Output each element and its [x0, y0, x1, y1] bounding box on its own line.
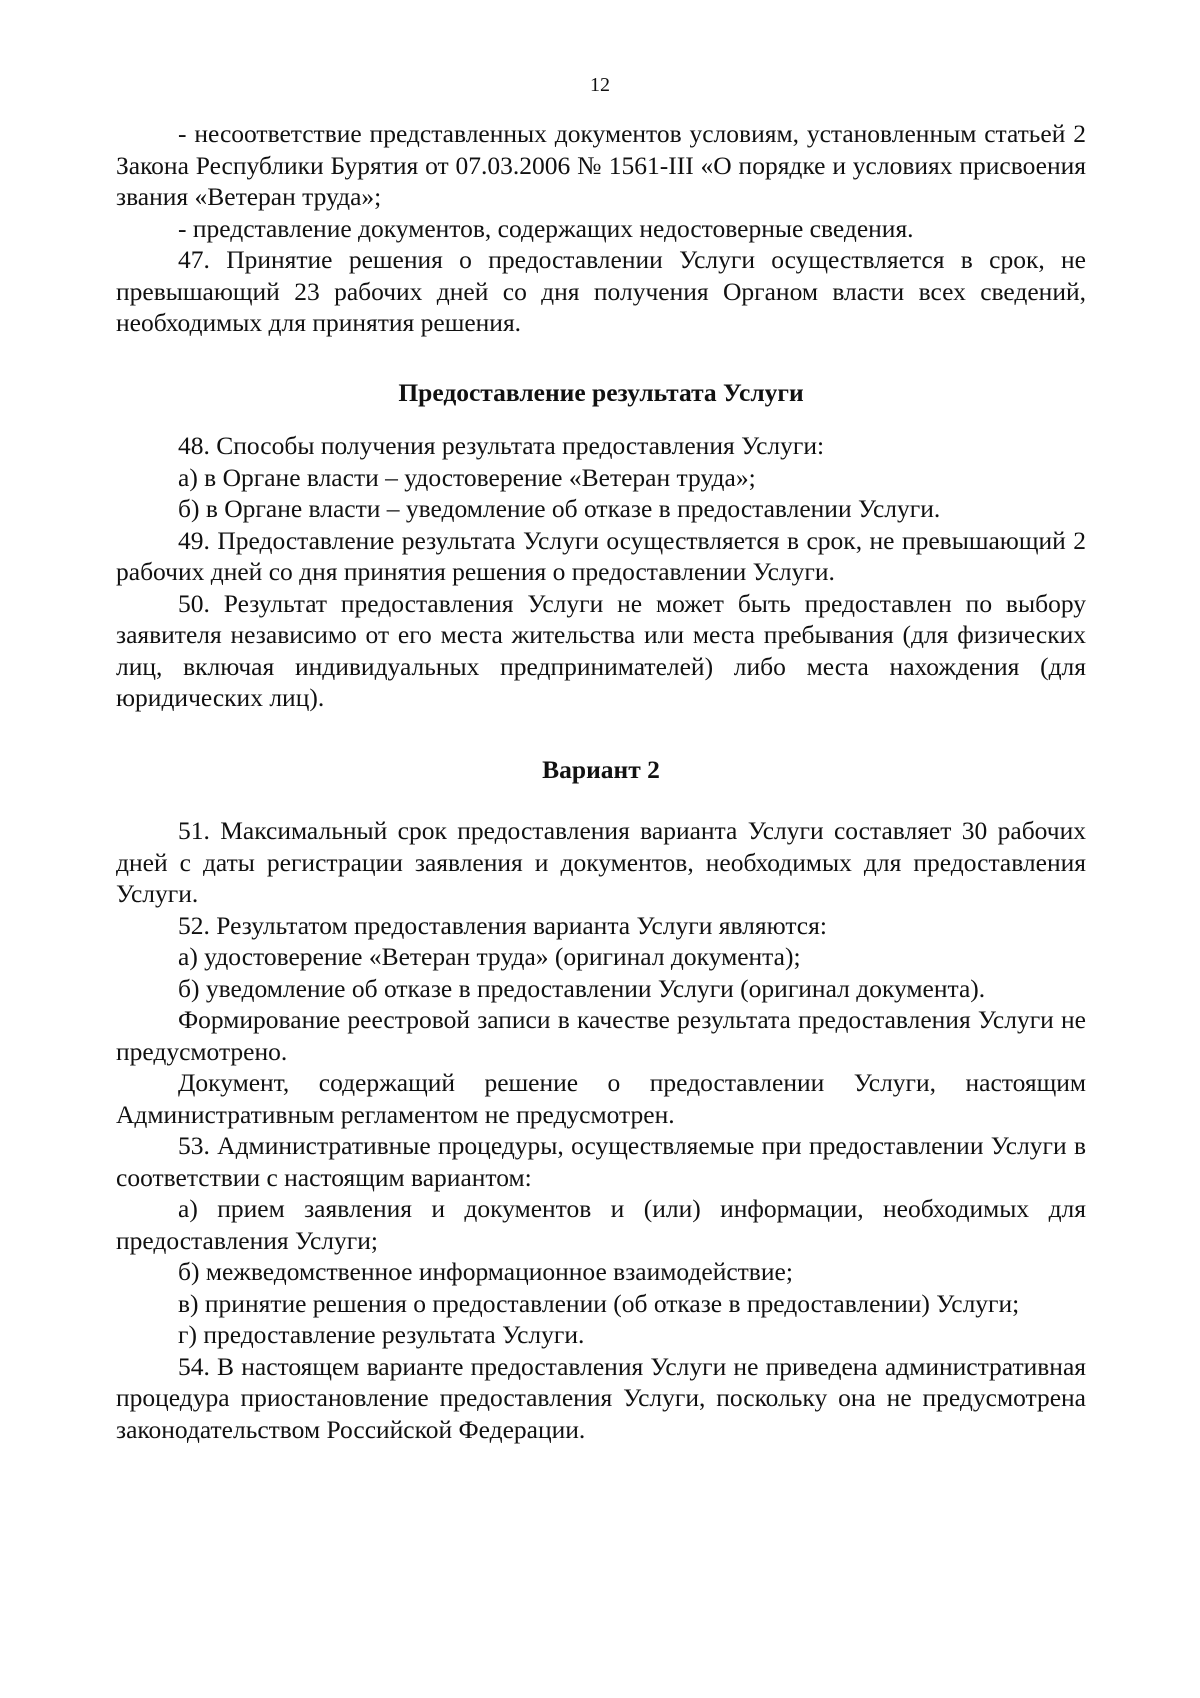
- paragraph-49: 49. Предоставление результата Услуги осуществляется в срок, не превышающий 2 рабочих дней со дня принятия решения о предоставлении Услуги.: [116, 525, 1086, 586]
- list-item-53b: б) межведомственное информационное взаимодействие;: [178, 1257, 793, 1286]
- paragraph-51: 51. Максимальный срок предоставления варианта Услуги составляет 30 рабочих дней с даты регистрации заявления и документов, необходимых для предоставления Услуги.: [116, 816, 1086, 908]
- section-heading-variant-2: Вариант 2: [542, 754, 660, 784]
- paragraph-52: 52. Результатом предоставления варианта Услуги являются:: [178, 910, 827, 940]
- page-number: 12: [590, 74, 610, 96]
- paragraph-mismatch-docs: - несоответствие представленных документов условиям, установленным статьей 2 Закона Республики Бурятия от 07.03.2006 № 1561-III «О порядке и условиях присвоения звания «Ветеран труда»;: [116, 119, 1086, 211]
- paragraph-false-info: - представление документов, содержащих недостоверные сведения.: [178, 213, 914, 243]
- section-heading-result: Предоставление результата Услуги: [398, 377, 804, 407]
- paragraph-47: 47. Принятие решения о предоставлении Услуги осуществляется в срок, не превышающий 23 рабочих дней со дня получения Органом власти всех сведений, необходимых для принятия решения.: [116, 245, 1086, 337]
- list-item-53a: а) прием заявления и документов и (или) информации, необходимых для предоставления Услуги;: [116, 1194, 1086, 1255]
- list-item-53d: г) предоставление результата Услуги.: [178, 1320, 585, 1349]
- paragraph-54: 54. В настоящем варианте предоставления Услуги не приведена административная процедура приостановление предоставления Услуги, поскольку она не предусмотрена законодательством Российской Федерации.: [116, 1351, 1086, 1444]
- paragraph-50: 50. Результат предоставления Услуги не может быть предоставлен по выбору заявителя независимо от его места жительства или места пребывания (для физических лиц, включая индивидуальных предпринимателей) либо места нахождения (для юридических лиц).: [116, 588, 1086, 712]
- paragraph-53: 53. Административные процедуры, осуществляемые при предоставлении Услуги в соответствии с настоящим вариантом:: [116, 1131, 1086, 1192]
- list-item-48a: а) в Органе власти – удостоверение «Ветеран труда»;: [178, 462, 756, 492]
- list-item-52b: б) уведомление об отказе в предоставлении Услуги (оригинал документа).: [178, 973, 986, 1003]
- paragraph-registry-record: Формирование реестровой записи в качестве результата предоставления Услуги не предусмотрено.: [116, 1005, 1086, 1066]
- list-item-52a: а) удостоверение «Ветеран труда» (оригинал документа);: [178, 942, 801, 971]
- list-item-53c: в) принятие решения о предоставлении (об отказе в предоставлении) Услуги;: [178, 1288, 1020, 1318]
- list-item-48b: б) в Органе власти – уведомление об отказе в предоставлении Услуги.: [178, 494, 941, 523]
- paragraph-decision-document: Документ, содержащий решение о предоставлении Услуги, настоящим Административным регламентом не предусмотрен.: [116, 1068, 1086, 1129]
- paragraph-48: 48. Способы получения результата предоставления Услуги:: [178, 431, 825, 460]
- document-body: [116, 118, 1086, 1445]
